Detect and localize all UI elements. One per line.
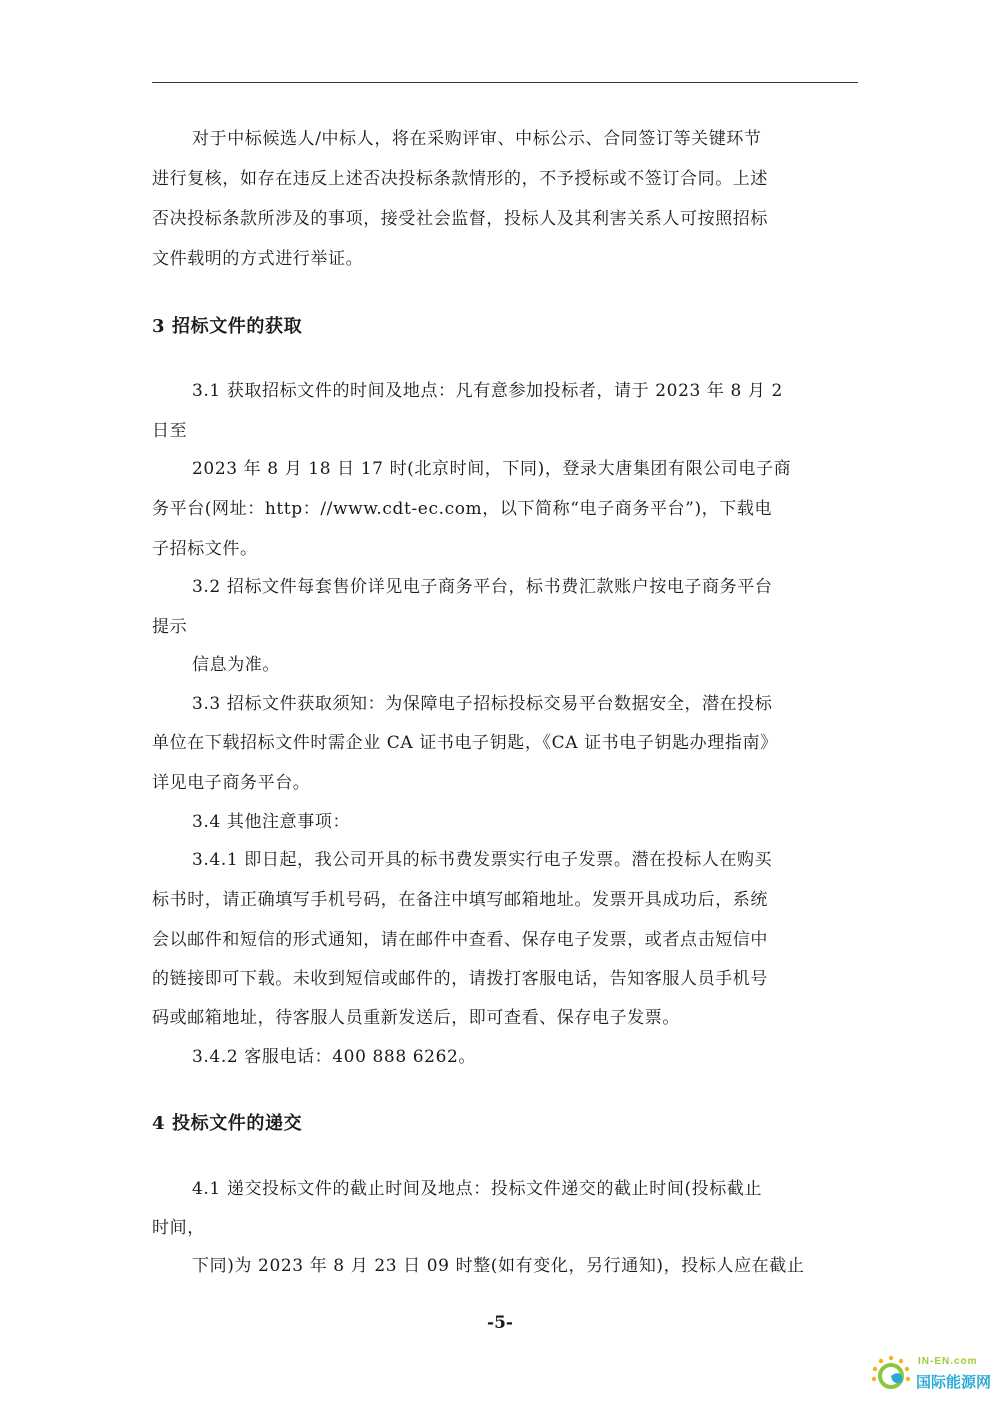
- header-rule: [152, 82, 858, 83]
- body-line: 单位在下载招标文件时需企业 CA 证书电子钥匙，《CA 证书电子钥匙办理指南》: [152, 733, 778, 753]
- body-line: 标书时，请正确填写手机号码，在备注中填写邮箱地址。发票开具成功后，系统: [152, 890, 768, 910]
- body-line: 的链接即可下载。未收到短信或邮件的，请拨打客服电话，告知客服人员手机号: [152, 969, 768, 989]
- watermark-cn: 国际能源网: [916, 1373, 992, 1391]
- body-line: 进行复核，如存在违反上述否决投标条款情形的，不予授标或不签订合同。上述: [152, 169, 768, 189]
- body-line: 3.1 获取招标文件的时间及地点：凡有意参加投标者，请于 2023 年 8 月 2: [192, 381, 783, 401]
- watermark: [868, 1352, 993, 1404]
- body-line: 对于中标候选人/中标人，将在采购评审、中标公示、合同签订等关键环节: [192, 129, 762, 149]
- body-line: 详见电子商务平台。: [152, 773, 311, 793]
- body-line: 提示: [152, 617, 188, 637]
- body-line: 时间，: [152, 1218, 205, 1238]
- section-heading: 4 投标文件的递交: [152, 1113, 303, 1134]
- body-line: 务平台(网址：http：//www.cdt-ec.com，以下简称“电子商务平台”)，下载电: [152, 499, 773, 519]
- body-line: 信息为准。: [192, 655, 280, 675]
- body-line: 2023 年 8 月 18 日 17 时(北京时间，下同)，登录大唐集团有限公司电子商: [192, 459, 792, 479]
- body-line: 码或邮箱地址，待客服人员重新发送后，即可查看、保存电子发票。: [152, 1008, 680, 1028]
- body-line: 4.1 递交投标文件的截止时间及地点：投标文件递交的截止时间(投标截止: [192, 1179, 763, 1199]
- watermark-en: IN-EN.com: [918, 1356, 978, 1367]
- page-number: -5-: [487, 1313, 513, 1333]
- section-heading: 3 招标文件的获取: [152, 316, 303, 337]
- body-line: 下同)为 2023 年 8 月 23 日 09 时整(如有变化，另行通知)，投标人应在截止: [192, 1256, 805, 1276]
- body-line: 3.3 招标文件获取须知：为保障电子招标投标交易平台数据安全，潜在投标: [192, 694, 773, 714]
- body-line: 否决投标条款所涉及的事项，接受社会监督，投标人及其利害关系人可按照招标: [152, 209, 768, 229]
- sun-leaf-logo-icon: [868, 1352, 914, 1398]
- body-line: 3.4.2 客服电话：400 888 6262。: [192, 1047, 477, 1067]
- body-line: 子招标文件。: [152, 539, 258, 559]
- body-line: 3.4.1 即日起，我公司开具的标书费发票实行电子发票。潜在投标人在购买: [192, 850, 773, 870]
- body-line: 日至: [152, 421, 188, 441]
- body-line: 会以邮件和短信的形式通知，请在邮件中查看、保存电子发票，或者点击短信中: [152, 930, 768, 950]
- body-line: 3.4 其他注意事项：: [192, 812, 351, 832]
- body-line: 3.2 招标文件每套售价详见电子商务平台，标书费汇款账户按电子商务平台: [192, 577, 773, 597]
- body-line: 文件载明的方式进行举证。: [152, 249, 364, 269]
